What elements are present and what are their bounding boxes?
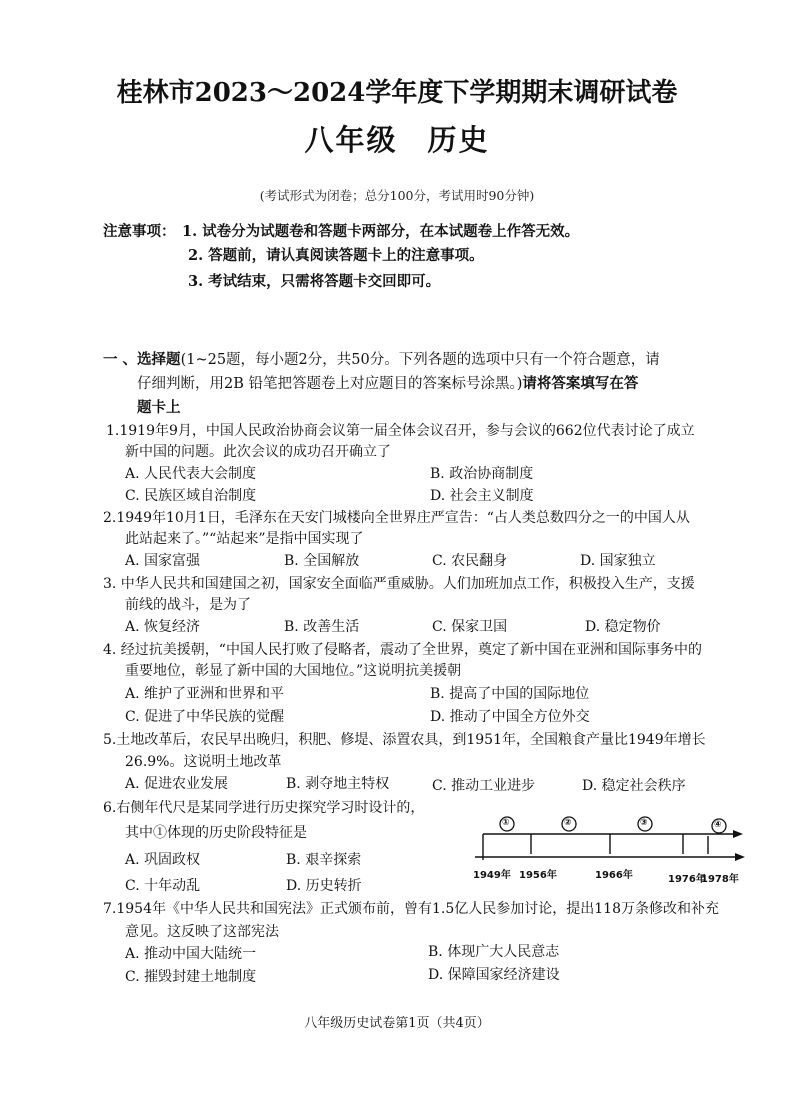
question-4-option-b[interactable]: B. 提高了中国的国际地位 bbox=[430, 686, 590, 702]
question-1-option-a[interactable]: A. 人民代表大会制度 bbox=[125, 466, 257, 482]
timeline-marker-label-4: ④ bbox=[714, 820, 722, 830]
question-3-option-a[interactable]: A. 恢复经济 bbox=[125, 619, 201, 635]
timeline-upper-arrow bbox=[733, 830, 743, 838]
notice-label: 注意事项： bbox=[103, 223, 176, 240]
section-instr-line2 bbox=[137, 372, 638, 393]
question-4-option-a[interactable]: A. 维护了亚洲和世界和平 bbox=[125, 686, 285, 702]
timeline-marker-label-1: ① bbox=[502, 818, 510, 828]
section-instr-bold-2: 题卡上 bbox=[137, 399, 181, 416]
question-1-option-b[interactable]: B. 政治协商制度 bbox=[430, 466, 534, 482]
timeline-marker-label-3: ③ bbox=[640, 818, 648, 828]
question-6-stem-2: 其中①体现的历史阶段特征是 bbox=[125, 825, 307, 841]
question-2-option-c[interactable]: C. 农民翻身 bbox=[432, 553, 508, 569]
notice-item-3: 3. 考试结束，只需将答题卡交回即可。 bbox=[188, 273, 441, 290]
question-1-option-c[interactable]: C. 民族区域自治制度 bbox=[125, 488, 257, 504]
question-7-option-b[interactable]: B. 体现广大人民意志 bbox=[428, 944, 560, 960]
section-instr-bold-1: 请将答案填写在答 bbox=[522, 375, 639, 392]
exam-title: 桂林市2023～2024学年度下学期期末调研试卷 bbox=[116, 78, 678, 108]
question-7-option-d[interactable]: D. 保障国家经济建设 bbox=[428, 967, 560, 983]
section-instr-1: (1~25题，每小题2分，共50分。下列各题的选项中只有一个符合题意，请 bbox=[180, 352, 660, 368]
exam-subtitle: 八年级 历史 bbox=[304, 123, 490, 157]
question-6-option-c[interactable]: C. 十年动乱 bbox=[125, 878, 201, 894]
question-6-option-d[interactable]: D. 历史转折 bbox=[286, 878, 362, 894]
question-7-stem-1: 7.1954年《中华人民共和国宪法》正式颁布前，曾有1.5亿人民参加讨论，提出118万条修改和补充 bbox=[103, 901, 719, 917]
question-4-option-d[interactable]: D. 推动了中国全方位外交 bbox=[430, 709, 590, 725]
notice-item-1: 1. 试卷分为试题卷和答题卡两部分，在本试题卷上作答无效。 bbox=[182, 223, 580, 240]
question-5-stem-1: 5.土地改革后，农民早出晚归，积肥、修堤、添置农具，到1951年，全国粮食产量比1949年增长 bbox=[103, 732, 706, 748]
timeline-year-1978: 1978年 bbox=[701, 874, 739, 885]
question-5-option-b[interactable]: B. 剥夺地主特权 bbox=[286, 776, 390, 792]
section-heading bbox=[103, 348, 660, 369]
question-3-option-d[interactable]: D. 稳定物价 bbox=[585, 619, 661, 635]
question-1-stem-2: 新中国的问题。此次会议的成功召开确立了 bbox=[125, 444, 391, 460]
question-4-option-c[interactable]: C. 促进了中华民族的觉醒 bbox=[125, 709, 285, 725]
timeline-year-1949: 1949年 bbox=[473, 870, 511, 881]
question-7-option-c[interactable]: C. 摧毁封建土地制度 bbox=[125, 969, 257, 985]
question-6-option-b[interactable]: B. 艰辛探索 bbox=[286, 852, 362, 868]
question-3-stem-2: 前线的战斗，是为了 bbox=[125, 597, 251, 613]
question-3-stem-1: 3. 中华人民共和国建国之初，国家安全面临严重威胁。人们加班加点工作，积极投入生产，支援 bbox=[103, 576, 695, 592]
timeline-year-1976: 1976年 bbox=[668, 874, 706, 885]
question-5-stem-2: 26.9%。这说明土地改革 bbox=[125, 754, 282, 770]
question-5-option-a[interactable]: A. 促进农业发展 bbox=[125, 776, 229, 792]
question-1-stem-1: 1.1919年9月，中国人民政治协商会议第一届全体会议召开，参与会议的662位代表讨论了成立 bbox=[106, 423, 695, 439]
section-title: 一 、选择题 bbox=[103, 351, 181, 368]
question-7-option-a[interactable]: A. 推动中国大陆统一 bbox=[125, 946, 257, 962]
question-2-stem-2: 此站起来了。”“站起来”是指中国实现了 bbox=[125, 531, 364, 547]
exam-info: (考试形式为闭卷；总分100分，考试用时90分钟) bbox=[259, 188, 535, 203]
question-2-option-b[interactable]: B. 全国解放 bbox=[284, 553, 360, 569]
question-7-stem-2: 意见。这反映了这部宪法 bbox=[125, 924, 279, 940]
question-5-option-d[interactable]: D. 稳定社会秩序 bbox=[582, 778, 686, 794]
timeline-year-1956: 1956年 bbox=[519, 870, 557, 881]
timeline-marker-label-2: ② bbox=[564, 818, 572, 828]
question-5-option-c[interactable]: C. 推动工业进步 bbox=[432, 778, 536, 794]
question-2-option-a[interactable]: A. 国家富强 bbox=[125, 553, 201, 569]
timeline-axis-arrow bbox=[735, 853, 745, 861]
question-1-option-d[interactable]: D. 社会主义制度 bbox=[430, 488, 534, 504]
notice-item-2: 2. 答题前，请认真阅读答题卡上的注意事项。 bbox=[188, 247, 484, 264]
question-3-option-b[interactable]: B. 改善生活 bbox=[284, 619, 360, 635]
timeline-figure bbox=[465, 808, 750, 892]
page-footer: 八年级历史试卷第1页（共4页） bbox=[304, 1016, 490, 1031]
section-instr-2: 仔细判断，用2B 铅笔把答题卷上对应题目的答案标号涂黑。) bbox=[137, 376, 523, 392]
question-2-stem-1: 2.1949年10月1日，毛泽东在天安门城楼向全世界庄严宣告：“占人类总数四分之一的中国人从 bbox=[103, 510, 690, 526]
question-3-option-c[interactable]: C. 保家卫国 bbox=[432, 619, 508, 635]
question-6-stem-1: 6.右侧年代尺是某同学进行历史探究学习时设计的， bbox=[103, 800, 425, 816]
question-4-stem-1: 4. 经过抗美援朝，“中国人民打败了侵略者，震动了全世界，奠定了新中国在亚洲和国际事务中的 bbox=[103, 642, 702, 658]
timeline-year-1966: 1966年 bbox=[595, 870, 633, 881]
question-4-stem-2: 重要地位，彰显了新中国的大国地位。”这说明抗美援朝 bbox=[125, 663, 462, 679]
question-6-option-a[interactable]: A. 巩固政权 bbox=[125, 852, 201, 868]
question-2-option-d[interactable]: D. 国家独立 bbox=[580, 553, 656, 569]
